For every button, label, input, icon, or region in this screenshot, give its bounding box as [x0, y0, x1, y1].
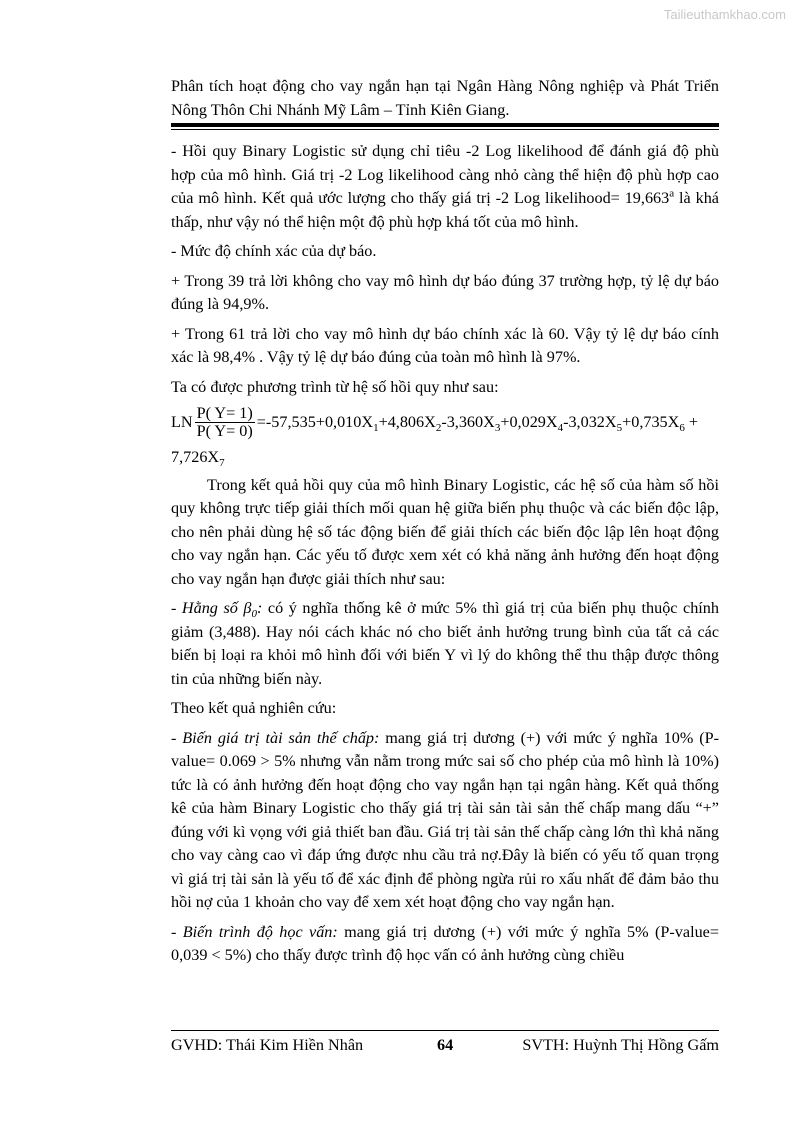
- page-number: 64: [437, 1036, 454, 1054]
- eq-last-term: 7,726X: [171, 448, 220, 466]
- paragraph-no-loan: + Trong 39 trả lời không cho vay mô hình dự báo đúng 37 trường hợp, tỷ lệ dự báo đúng là 94,9%.: [171, 271, 719, 313]
- eq-numerator: P( Y= 1): [196, 404, 253, 422]
- watermark: Tailieuthamkhao.com: [663, 7, 786, 22]
- header-rule-thin: [171, 129, 719, 130]
- eq-term: +: [684, 412, 699, 431]
- eq-continuation: [171, 446, 719, 470]
- p1-text: - Hồi quy Binary Logistic sử dụng chỉ tiêu -2 Log likelihood để đánh giá độ phù hợp của mô hình. Giá trị -2 Log likelihood càng nhỏ càng thể hiện độ phù hợp cao của mô hình. Kết quả ước lượng cho thấy giá trị -2 Log likelihood= 19,663: [171, 142, 719, 207]
- eq-denominator: P( Y= 0): [196, 422, 253, 440]
- paragraph-forecast-accuracy: - Mức độ chính xác của dự báo.: [171, 242, 377, 260]
- collateral-label: - Biến giá trị tài sản thế chấp:: [171, 728, 380, 747]
- collateral-text: mang giá trị dương (+) với mức ý nghĩa 10% (P-value= 0.069 > 5% nhưng vẫn nằm trong mức sai số cho phép của mô hình là 10%) tức là có ảnh hưởng đến hoạt động cho vay ngắn hạn tại ngân hàng. Kết quả thống kê của hàm Binary Logistic cho thấy giá trị tài sản tài sản thế chấp mang dấu “+” đúng với kì vọng với giả thiết ban đầu. Giá trị tài sản thế chấp càng lớn thì khả năng cho vay càng cao vì đáp ứng được nhu cầu trả nợ.Đây là biến có yếu tố quan trọng vì giá trị tài sản là yếu tố để xác định để phòng ngừa rủi ro xấu nhất để đảm bảo thu hồi nợ của 1 khoản cho vay để xem xét hoạt động cho vay ngắn hạn.: [171, 728, 719, 911]
- eq-term: -3,360X: [441, 412, 495, 431]
- education-label: - Biến trình độ học vấn:: [171, 922, 338, 941]
- education-text: mang giá trị dương (+) với mức ý nghĩa 5% (P-value= 0,039 < 5%) cho thấy được trình độ học vấn có ảnh hưởng cùng chiều: [171, 922, 719, 964]
- constant-text: có ý nghĩa thống kê ở mức 5% thì giá trị của biến phụ thuộc chính giảm (3,488). Hay nói cách khác nó cho biết ảnh hưởng trung bình của tất cả các biến bị loại ra khỏi mô hình đối với biến Y vì lý do không thể thu thập được thông tin của những biến này.: [171, 599, 719, 688]
- eq-term: +4,806X: [378, 412, 436, 431]
- eq-term-sub: 3: [494, 421, 501, 434]
- footer-advisor: GVHD: Thái Kim Hiền Nhân: [171, 1036, 364, 1054]
- eq-last-sub: 7: [219, 457, 225, 470]
- eq-terms: [257, 411, 698, 435]
- document-body: [171, 140, 719, 974]
- paragraph-equation-intro: Ta có được phương trình từ hệ số hồi quy như sau:: [171, 377, 499, 396]
- regression-equation: [171, 405, 719, 470]
- p1-superscript: a: [669, 187, 675, 200]
- eq-term: -3,032X: [563, 412, 617, 431]
- page-header-title: Phân tích hoạt động cho vay ngắn hạn tại Ngân Hàng Nông nghiệp và Phát Triển Nông Thôn Chi Nhánh Mỹ Lâm – Tỉnh Kiên Giang.: [171, 77, 719, 119]
- eq-ln: LN: [171, 412, 193, 431]
- eq-term: +0,735X: [622, 412, 680, 431]
- eq-term-sub: 4: [557, 421, 564, 434]
- footer-rule: [171, 1030, 719, 1031]
- page-footer: [171, 1036, 719, 1060]
- constant-label: - Hằng số $\beta_0$:: [171, 599, 263, 621]
- paragraph-constant: [171, 597, 719, 691]
- eq-term: +0,029X: [500, 412, 558, 431]
- eq-term-sub: 6: [679, 421, 685, 434]
- paragraph-log-likelihood: [171, 140, 719, 234]
- paragraph-collateral: [171, 727, 719, 915]
- eq-fraction: [195, 405, 255, 440]
- eq-term-sub: 5: [616, 421, 623, 434]
- eq-term-sub: 2: [435, 421, 442, 434]
- eq-term-sub: 1: [373, 421, 379, 434]
- paragraph-education: [171, 921, 719, 968]
- footer-student: SVTH: Huỳnh Thị Hồng Gấm: [522, 1036, 719, 1054]
- paragraph-regression-results: Trong kết quả hồi quy của mô hình Binary Logistic, các hệ số của hàm số hồi quy không trực tiếp giải thích mối quan hệ giữa biến phụ thuộc và các biến độc lập, cho nên phải dùng hệ số tác động biến để giải thích các biến độc lập lên hoạt động cho vay ngắn hạn. Các yếu tố được xem xét có khả năng ảnh hưởng đến hoạt động cho vay ngắn hạn được giải thích như sau:: [171, 475, 719, 588]
- eq-term: =-57,535+0,010X: [256, 412, 374, 431]
- p1-tail: là khá thấp, như vậy nó thể hiện một độ phù hợp khá tốt của mô hình.: [171, 189, 719, 231]
- header-rule-thick: [171, 123, 719, 127]
- paragraph-loan: + Trong 61 trả lời cho vay mô hình dự báo chính xác là 60. Vậy tỷ lệ dự báo cính xác là 98,4% . Vậy tỷ lệ dự báo đúng của toàn mô hình là 97%.: [171, 324, 719, 366]
- paragraph-research-results: Theo kết quả nghiên cứu:: [171, 699, 337, 717]
